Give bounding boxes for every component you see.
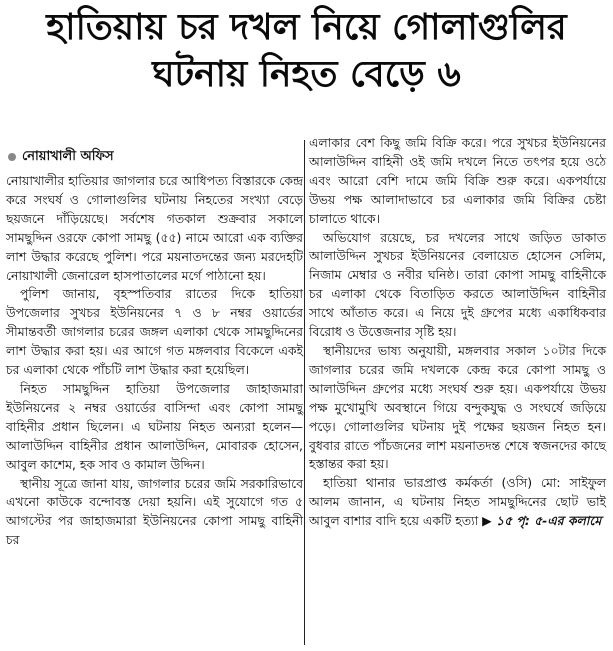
paragraph: অভিযোগ রয়েছে, চর দখলের সাথে জড়িত ডাকাত আলাউদ্দিন সুখচর ইউনিয়নের বেলায়েত হোসেন সেলিম, নিজাম মেম্বার ও নবীর ঘনিষ্ঠ। তারা কোপা সামছু বাহিনীকে চর এলাকা থেকে বিতাড়িত করতে আলাউদ্দিন বাহিনীর সাথে আঁতাত করে। এ নিয়ে দুই গ্রুপের মধ্যে একাধিকবার বিরোধ ও উত্তেজনার সৃষ্টি হয়। (309, 229, 606, 340)
paragraph: স্থানীয় সূত্রে জানা যায়, জাগলার চরের জমি সরকারিভাবে এখনো কাউকে বন্দোবস্ত দেয়া হয়নি। এই সুযোগে গত ৫ আগস্টের পর জাহাজমারা ইউনিয়নের কোপা সামছু বাহিনী চর (6, 475, 303, 548)
headline-line-1: হাতিয়ায় চর দখল নিয়ে গোলাগুলির (46, 7, 567, 48)
arrow-right-icon: ▶ (482, 513, 492, 529)
column-divider (304, 140, 305, 645)
paragraph-text: হাতিয়া থানার ভারপ্রাপ্ত কর্মকর্তা (ওসি) মো: সাইফুল আলম জানান, এ ঘটনায় নিহত সামছুদ্দিনের ছোট ভাই আবুল বাশার বাদি হয়ে একটি হত্যা (309, 475, 606, 529)
paragraph: পুলিশ জানায়, বৃহস্পতিবার রাতের দিকে হাতিয়া উপজেলার সুখচর ইউনিয়নের ৭ ও ৮ নম্বর ওয়ার্ডের সীমান্তবর্তী জাগলার চরের জঙ্গল এলাকা থেকে সামছুদ্দিনের লাশ উদ্ধার করা হয়। এর আগে গত মঙ্গলবার বিকেলে একই চর এলাকা থেকে পাঁচটি লাশ উদ্ধার করা হয়েছিল। (6, 286, 303, 378)
bullet-dot-icon (8, 153, 16, 161)
paragraph: স্থানীয়দের ভাষ্য অনুযায়ী, মঙ্গলবার সকাল ১০টার দিকে জাগলার চরের জমি দখলকে কেন্দ্র করে কোপা সামছু ও আলাউদ্দিন গ্রুপের মধ্যে সংঘর্ষ শুরু হয়। একপর্যায়ে উভয় পক্ষ মুখোমুখি অবস্থানে গিয়ে বন্দুকযুদ্ধ ও সংঘর্ষে জড়িয়ে পড়ে। গোলাগুলির ঘটনায় দুই পক্ষের ছয়জন নিহত হন। বুধবার রাতে পাঁচজনের লাশ ময়নাতদন্ত শেষে স্বজনদের কাছে হস্তান্তর করা হয়। (309, 342, 606, 472)
headline-line-2: ঘটনায় নিহত বেড়ে ৬ (152, 54, 461, 95)
continuation-jump (482, 513, 601, 528)
paragraph: এলাকার বেশ কিছু জমি বিক্রি করে। পরে সুখচর ইউনিয়নের আলাউদ্দিন বাহিনী ওই জমি দখলে নিতে তৎপর হয়ে ওঠে এবং আরো বেশি দামে জমি বিক্রি শুরু করে। একপর্যায়ে উভয় পক্ষ আলাদাভাবে চর এলাকার জমি বিক্রির চেষ্টা চালাতে থাকে। (309, 135, 606, 226)
left-column (6, 172, 303, 550)
dateline (8, 148, 114, 166)
headline (6, 4, 607, 98)
dateline-text: নোয়াখালী অফিস (22, 149, 114, 164)
continuation-jump-text: ১৫ পৃ: ৫-এর কলামে (496, 513, 602, 529)
paragraph: নিহত সামছুদ্দিন হাতিয়া উপজেলার জাহাজমারা ইউনিয়নের ২ নম্বর ওয়ার্ডের বাসিন্দা এবং কোপা সামছু বাহিনীর প্রধান ছিলেন। এ ঘটনায় নিহত অন্যরা হলেন— আলাউদ্দিন বাহিনীর প্রধান আলাউদ্দিন, মোবারক হোসেন, আবুল কাশেম, হক সাব ও কামাল উদ্দিন। (6, 380, 303, 472)
paragraph (309, 474, 606, 531)
right-column (309, 134, 606, 531)
paragraph: নোয়াখালীর হাতিয়ার জাগলার চরে আধিপত্য বিস্তারকে কেন্দ্র করে সংঘর্ষ ও গোলাগুলির ঘটনায় নিহতের সংখ্যা বেড়ে ছয়জনে দাঁড়িয়েছে। সর্বশেষ গতকাল শুক্রবার সকালে সামছুদ্দিন ওরফে কোপা সামছু (৫৫) নামে আরো এক ব্যক্তির লাশ উদ্ধার করেছে পুলিশ। পরে ময়নাতদন্তের জন্য মরদেহটি নোয়াখালী জেনারেল হাসপাতালের মর্গে পাঠানো হয়। (6, 173, 303, 283)
